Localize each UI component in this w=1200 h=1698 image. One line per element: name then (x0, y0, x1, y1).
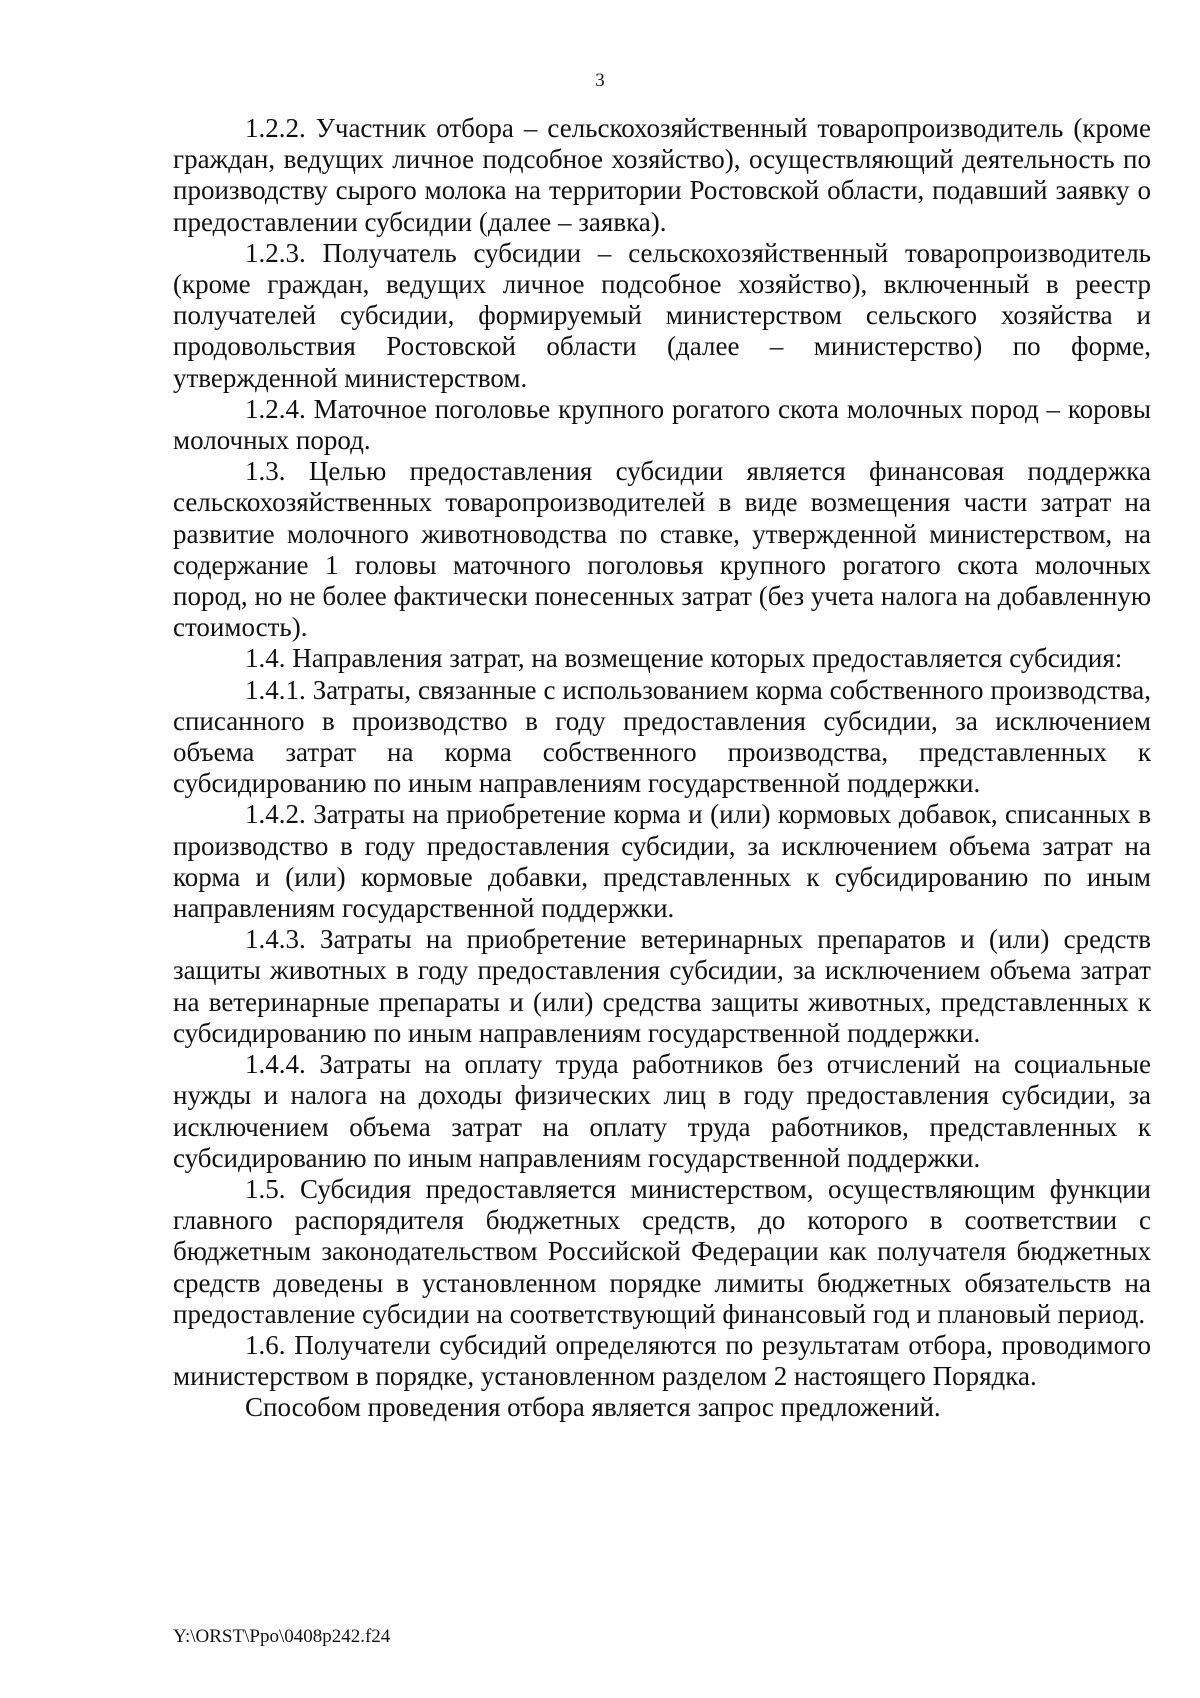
paragraph-1-4-4: 1.4.4. Затраты на оплату труда работников без отчислений на социальные нужды и налога на доходы физических лиц в году предоставления субсидии, за исключением объема затрат на оплату труда работников, представленных к субсидированию по иным направлениям государственной поддержки. (173, 1049, 1151, 1173)
paragraph-1-4-1: 1.4.1. Затраты, связанные с использованием корма собственного производства, списанного в производство в году предоставления субсидии, за исключением объема затрат на корма собственного производства, представленных к субсидированию по иным направлениям государственной поддержки. (173, 674, 1151, 799)
paragraph-1-6: 1.6. Получатели субсидий определяются по результатам отбора, проводимого министерством в порядке, установленном разделом 2 настоящего Порядка. (173, 1329, 1151, 1392)
paragraph-selection-method: Способом проведения отбора является запрос предложений. (245, 1392, 941, 1423)
paragraph-1-4-2: 1.4.2. Затраты на приобретение корма и (или) кормовых добавок, списанных в производство в году предоставления субсидии, за исключением объема затрат на корма и (или) кормовые добавки, представленных к субсидированию по иным направлениям государственной поддержки. (173, 799, 1151, 924)
paragraph-1-2-4: 1.2.4. Маточное поголовье крупного рогатого скота молочных пород – коровы молочных пород. (173, 393, 1151, 456)
paragraph-1-5: 1.5. Субсидия предоставляется министерством, осуществляющим функции главного распорядителя бюджетных средств, до которого в соответствии с бюджетным законодательством Российской Федерации как получателя бюджетных средств доведены в установленном порядке лимиты бюджетных обязательств на предоставление субсидии на соответствующий финансовый год и плановый период. (173, 1173, 1151, 1329)
paragraph-1-2-3: 1.2.3. Получатель субсидии – сельскохозяйственный товаропроизводитель (кроме граждан, ведущих личное подсобное хозяйство), включенный в реестр получателей субсидии, формируемый министерством сельского хозяйства и продовольствия Ростовской области (далее – министерство) по форме, утвержденной министерством. (173, 237, 1151, 393)
footer-file-path: Y:\ORST\Ppo\0408p242.f24 (173, 1626, 391, 1647)
paragraph-1-3: 1.3. Целью предоставления субсидии является финансовая поддержка сельскохозяйственных товаропроизводителей в виде возмещения части затрат на развитие молочного животноводства по ставке, утвержденной министерством, на содержание 1 головы маточного поголовья крупного рогатого скота молочных пород, но не более фактически понесенных затрат (без учета налога на добавленную стоимость). (173, 456, 1151, 643)
page-number: 3 (595, 70, 605, 91)
document-body (173, 113, 1151, 1424)
paragraph-1-4: 1.4. Направления затрат, на возмещение которых предоставляется субсидия: (245, 643, 1123, 674)
paragraph-1-2-2: 1.2.2. Участник отбора – сельскохозяйственный товаропроизводитель (кроме граждан, ведущих личное подсобное хозяйство), осуществляющий деятельность по производству сырого молока на территории Ростовской области, подавший заявку о предоставлении субсидии (далее – заявка). (173, 113, 1151, 237)
paragraph-1-4-3: 1.4.3. Затраты на приобретение ветеринарных препаратов и (или) средств защиты животных в году предоставления субсидии, за исключением объема затрат на ветеринарные препараты и (или) средства защиты животных, представленных к субсидированию по иным направлениям государственной поддержки. (173, 924, 1151, 1048)
